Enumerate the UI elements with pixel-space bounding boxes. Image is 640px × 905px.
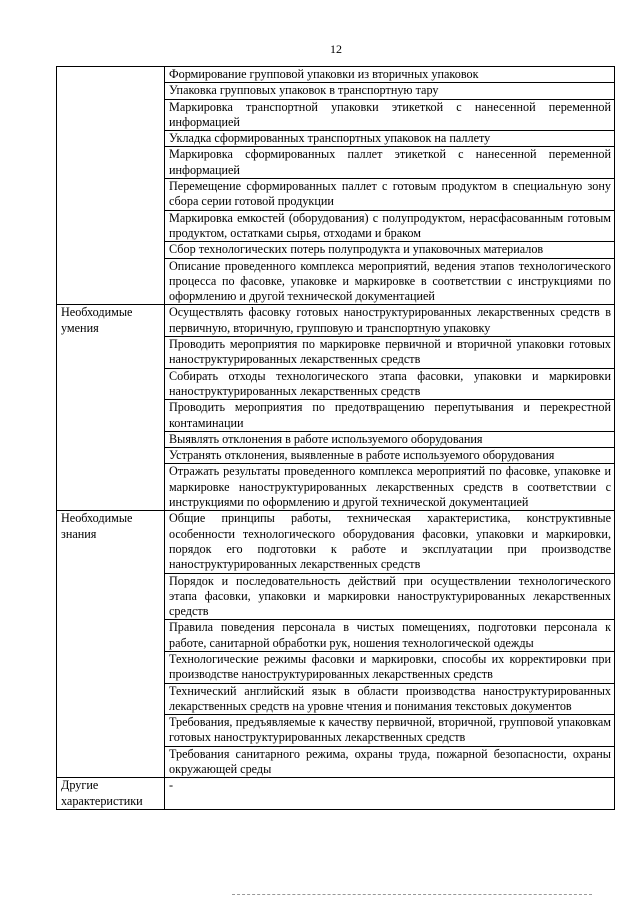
requirement-text: Упаковка групповых упаковок в транспортную тару — [165, 83, 615, 99]
requirements-table — [56, 66, 615, 810]
requirements-table-body — [57, 67, 615, 810]
requirement-text: Выявлять отклонения в работе используемого оборудования — [165, 431, 615, 447]
requirement-text: Сбор технологических потерь полупродукта и упаковочных материалов — [165, 242, 615, 258]
section-label — [57, 67, 165, 305]
page-number: 12 — [330, 42, 342, 56]
requirement-text: Отражать результаты проведенного комплекса мероприятий по фасовке, упаковке и маркировке наноструктурированных лекарственных средств в соответствии с инструкциями по оформлению и другой технической документацией — [165, 464, 615, 511]
requirement-text: Правила поведения персонала в чистых помещениях, подготовки персонала к работе, санитарной обработки рук, ношения технологической одежды — [165, 620, 615, 652]
requirement-text: Требования, предъявляемые к качеству первичной, вторичной, групповой упаковкам готовых наноструктурированных лекарственных средств — [165, 715, 615, 747]
requirement-text: Укладка сформированных транспортных упаковок на паллету — [165, 131, 615, 147]
requirement-text: Перемещение сформированных паллет с готовым продуктом в специальную зону сбора серии готовой продукции — [165, 179, 615, 211]
requirement-text: Проводить мероприятия по маркировке первичной и вторичной упаковки готовых наноструктурированных лекарственных средств — [165, 337, 615, 369]
requirement-text: Устранять отклонения, выявленные в работе используемого оборудования — [165, 448, 615, 464]
section-label: Другие характеристики — [57, 778, 165, 810]
section-label: Необходимые знания — [57, 511, 165, 778]
table-row — [57, 511, 615, 573]
requirement-text: Маркировка емкостей (оборудования) с полупродуктом, нерасфасованным готовым продуктом, остатками сырья, отходами и браком — [165, 210, 615, 242]
requirement-text: Требования санитарного режима, охраны труда, пожарной безопасности, охраны окружающей среды — [165, 746, 615, 778]
requirement-text: Формирование групповой упаковки из вторичных упаковок — [165, 67, 615, 83]
table-row — [57, 67, 615, 83]
requirement-text: Собирать отходы технологического этапа фасовки, упаковки и маркировки наноструктурированных лекарственных средств — [165, 368, 615, 400]
requirement-text: Маркировка транспортной упаковки этикеткой с нанесенной переменной информацией — [165, 99, 615, 131]
bottom-rule — [232, 894, 592, 895]
requirement-text: Осуществлять фасовку готовых наноструктурированных лекарственных средств в первичную, вторичную, групповую и транспортную упаковку — [165, 305, 615, 337]
requirement-text: Проводить мероприятия по предотвращению перепутывания и перекрестной контаминации — [165, 400, 615, 432]
requirement-text: Описание проведенного комплекса мероприятий, ведения этапов технологического процесса по фасовке, упаковке и маркировке в соответствии с инструкциями по оформлению и другой технической документацией — [165, 258, 615, 305]
requirement-text: - — [165, 778, 615, 810]
requirement-text: Общие принципы работы, техническая характеристика, конструктивные особенности технологического оборудования фасовки, упаковки и маркировки, порядок его подготовки к работе и эксплуатации при производстве наноструктурированных лекарственных средств — [165, 511, 615, 573]
section-label: Необходимые умения — [57, 305, 165, 511]
requirement-text: Порядок и последовательность действий при осуществлении технологического этапа фасовки, упаковки и маркировки наноструктурированных лекарственных средств — [165, 573, 615, 620]
requirement-text: Технологические режимы фасовки и маркировки, способы их корректировки при производстве наноструктурированных лекарственных средств — [165, 651, 615, 683]
table-row — [57, 778, 615, 810]
requirement-text: Технический английский язык в области производства наноструктурированных лекарственных средств на уровне чтения и понимания текстовых документов — [165, 683, 615, 715]
requirement-text: Маркировка сформированных паллет этикеткой с нанесенной переменной информацией — [165, 147, 615, 179]
table-row — [57, 305, 615, 337]
